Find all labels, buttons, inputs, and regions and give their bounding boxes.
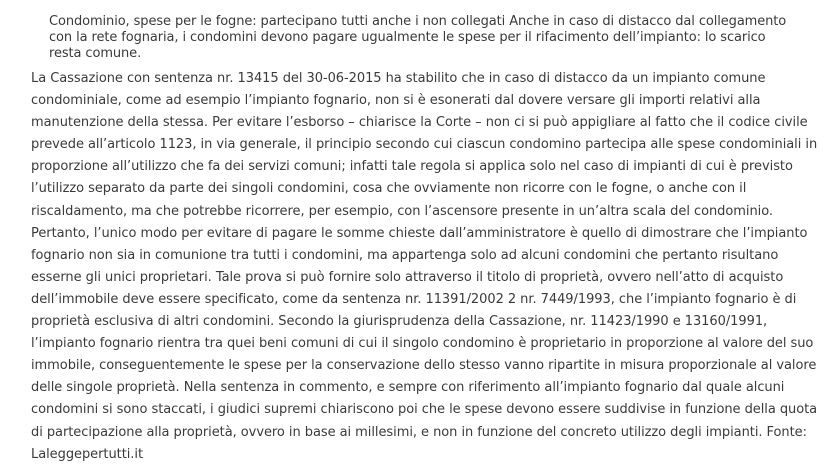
article-headline: Condominio, spese per le fogne: partecipano tutti anche i non collegati Anche in caso di distacco dal collegamento con la rete fognaria, i condomini devono pagare ugualmente le spese per il rifacimento dell’impianto: lo scarico resta comune. (49, 14, 787, 61)
article-body (31, 68, 821, 466)
article-paragraph: La Cassazione con sentenza nr. 13415 del 30-06-2015 ha stabilito che in caso di distacco da un impianto comune condominiale, come ad esempio l’impianto fognario, non si è esonerati dal dovere versare gli importi relativi alla manutenzione della stessa. Per evitare l’esborso – chiarisce la Corte – non ci si può appigliare al fatto che il codice civile prevede all’articolo 1123, in via generale, il principio secondo cui ciascun condomino partecipa alle spese condominiali in proporzione all’utilizzo che fa dei servizi comuni; infatti tale regola si applica solo nel caso di impianti di cui è previsto l’utilizzo separato da parte dei singoli condomini, cosa che ovviamente non ricorre con le fogne, o anche con il riscaldamento, ma che potrebbe ricorrere, per esempio, con l’ascensore presente in un’altra scala del condominio. Pertanto, l’unico modo per evitare di pagare le somme chieste dall’amministratore è quello di dimostrare che l’impianto fognario non sia in comunione tra tutti i condomini, ma appartenga solo ad alcuni condomini che pertanto risultano esserne gli unici proprietari. Tale prova si può fornire solo attraverso il titolo di proprietà, ovvero nell’atto di acquisto dell’immobile deve essere specificato, come da sentenza nr. 11391/2002 2 nr. 7449/1993, che l’impianto fognario è di proprietà esclusiva di altri condomini. Secondo la giurisprudenza della Cassazione, nr. 11423/1990 e 13160/1991, l’impianto fognario rientra tra quei beni comuni di cui il singolo condomino è proprietario in proporzione al valore del suo immobile, conseguentemente le spese per la conservazione dello stesso vanno ripartite in misura proporzionale al valore delle singole proprietà. Nella sentenza in commento, e sempre con riferimento all’impianto fognario dal quale alcuni condomini si sono staccati, i giudici supremi chiariscono poi che le spese devono essere suddivise in funzione della quota di partecipazione alla proprietà, ovvero in base ai millesimi, e non in funzione del concreto utilizzo degli impianti. Fonte: Laleggepertutti.it (31, 71, 818, 462)
